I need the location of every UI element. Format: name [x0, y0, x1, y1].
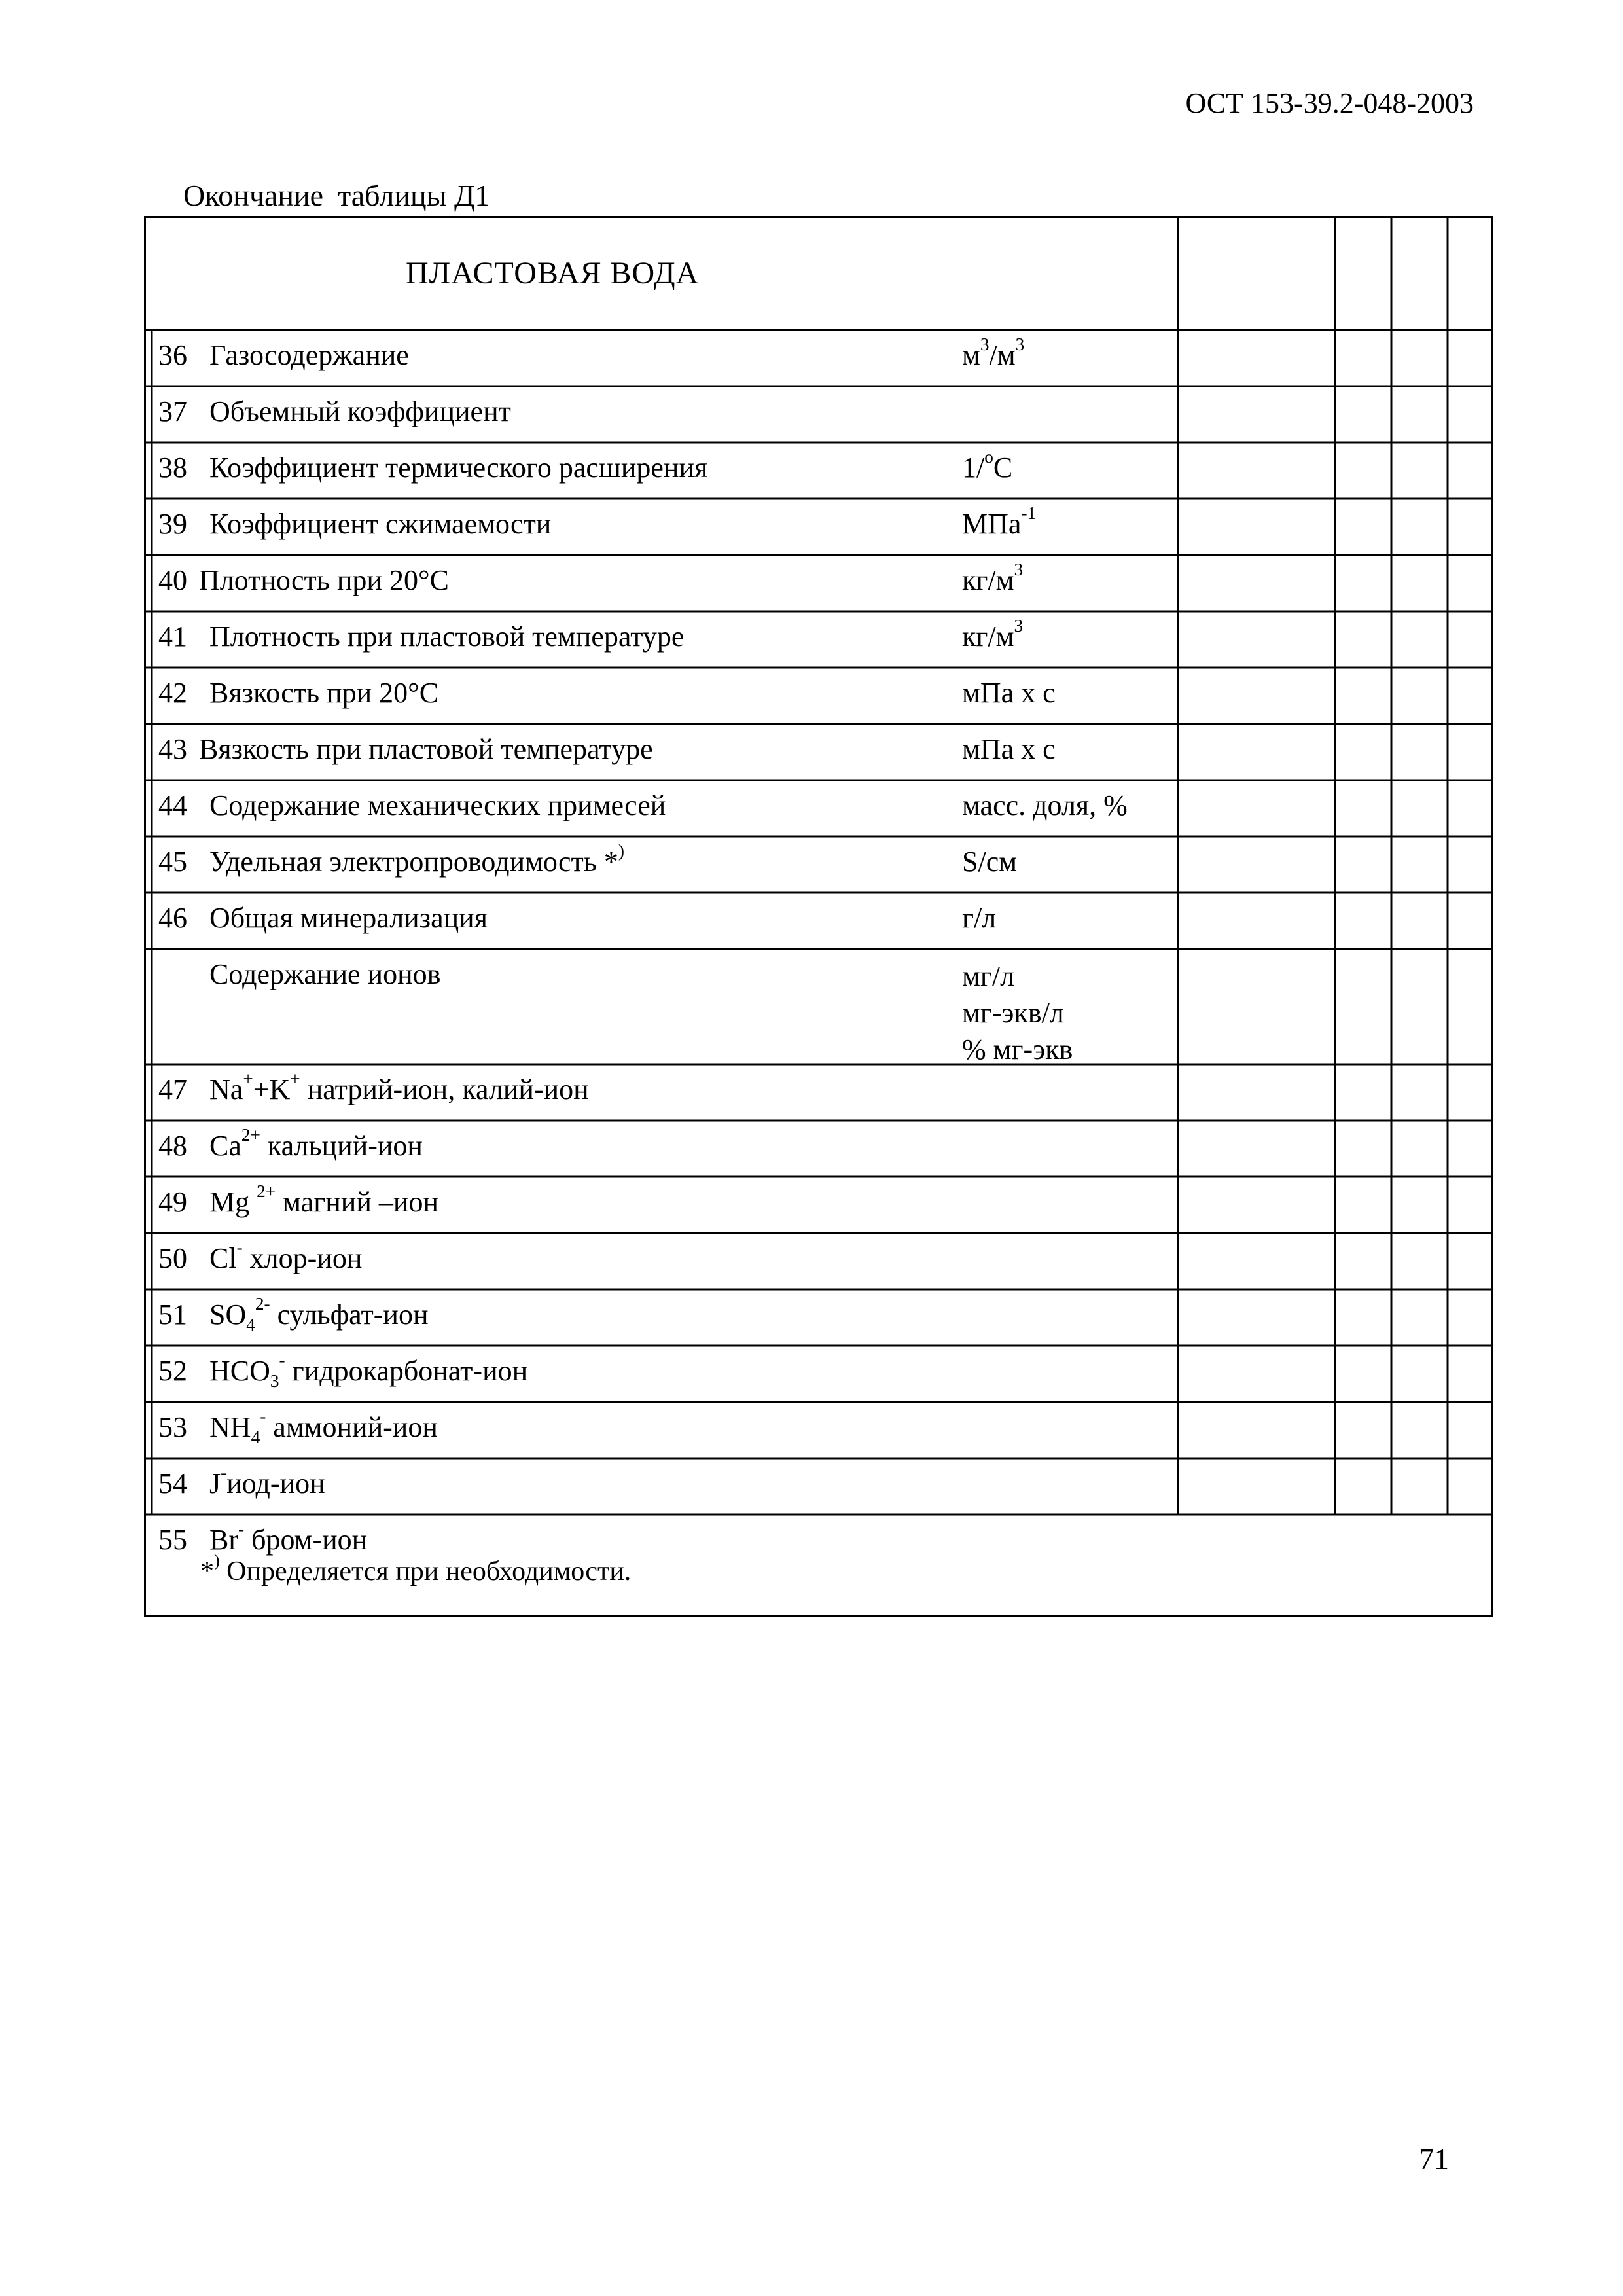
row-number: 40	[158, 564, 187, 596]
row-parameter-name: Mg $^{2+}$ магний –ион	[209, 1181, 438, 1218]
row-parameter-name: Коэффициент сжимаемости	[209, 508, 552, 540]
properties-table	[144, 216, 1493, 1617]
row-unit: S/см	[962, 846, 1018, 878]
row-unit: $кг/м^3$	[962, 559, 1024, 596]
row-unit: $кг/м^3$	[962, 615, 1024, 653]
row-number: 44	[158, 789, 187, 821]
row-number: 45	[158, 846, 187, 878]
row-parameter-name: Объемный коэффициент	[209, 395, 511, 427]
row-parameter-name: Общая минерализация	[209, 902, 488, 934]
row-parameter-name: $HCO_3^-$ гидрокарбонат-ион	[209, 1350, 528, 1391]
row-parameter-name: $NH_4^-$ аммоний-ион	[209, 1406, 438, 1447]
row-number: 51	[158, 1299, 187, 1331]
row-parameter-name: Вязкость при пластовой температуре	[199, 733, 653, 765]
row-parameter-name: Коэффициент термического расширения	[209, 452, 708, 484]
row-number: 52	[158, 1355, 187, 1387]
row-number: 53	[158, 1411, 187, 1443]
row-number: 54	[158, 1467, 187, 1499]
row-number: 47	[158, 1073, 187, 1105]
document-code: ОСТ 153-39.2-048-2003	[1185, 87, 1474, 119]
table-caption	[183, 178, 490, 213]
row-unit: мПа х с	[962, 677, 1056, 709]
row-parameter-name: $Ca^{2+}$ кальций-ион	[209, 1124, 423, 1162]
row-number: 38	[158, 452, 187, 484]
row-number: 55	[158, 1524, 187, 1556]
caption-word-table: таблицы Д1	[338, 179, 490, 212]
row-unit: мг/л мг-экв/л % мг-экв	[962, 960, 1073, 1066]
row-parameter-name: $SO_4^{2-}$ сульфат-ион	[209, 1293, 429, 1335]
footnote: *) Определяется при необходимости.	[200, 1551, 632, 1587]
page-number: 71	[1419, 2142, 1449, 2176]
section-title: ПЛАСТОВАЯ ВОДА	[406, 256, 700, 291]
row-parameter-name: Удельная электропроводимость *)	[209, 840, 624, 878]
row-parameter-name: Содержание ионов	[209, 958, 441, 990]
row-unit: $м^3/м^3$	[962, 334, 1025, 371]
row-unit: МПа$^{-1}$	[962, 503, 1037, 540]
row-number: 49	[158, 1186, 187, 1218]
row-parameter-name: Cl- хлор-ион	[209, 1237, 363, 1274]
row-number: 41	[158, 620, 187, 653]
row-parameter-name: J-иод-ион	[209, 1462, 325, 1499]
caption-word-ending: Окончание	[183, 179, 324, 212]
row-parameter-name: Плотность при 20°С	[199, 564, 449, 596]
row-parameter-name: Na++K+ натрий-ион, калий-ион	[209, 1068, 589, 1105]
row-parameter-name: Газосодержание	[209, 339, 409, 371]
row-number: 48	[158, 1130, 187, 1162]
row-unit: мПа х с	[962, 733, 1056, 765]
row-parameter-name: Плотность при пластовой температуре	[209, 620, 685, 653]
row-parameter-name: Вязкость при 20°С	[209, 677, 439, 709]
row-number: 42	[158, 677, 187, 709]
row-unit: масс. доля, %	[962, 789, 1128, 821]
row-number: 39	[158, 508, 187, 540]
row-number: 50	[158, 1242, 187, 1274]
row-number: 36	[158, 339, 187, 371]
row-parameter-name: Содержание механических примесей	[209, 789, 666, 821]
row-number: 43	[158, 733, 187, 765]
row-unit: г/л	[962, 902, 997, 934]
row-number: 37	[158, 395, 187, 427]
row-parameter-name: Br- бром-ион	[209, 1518, 368, 1556]
row-unit: 1/$^o$C	[962, 446, 1013, 484]
row-number: 46	[158, 902, 187, 934]
